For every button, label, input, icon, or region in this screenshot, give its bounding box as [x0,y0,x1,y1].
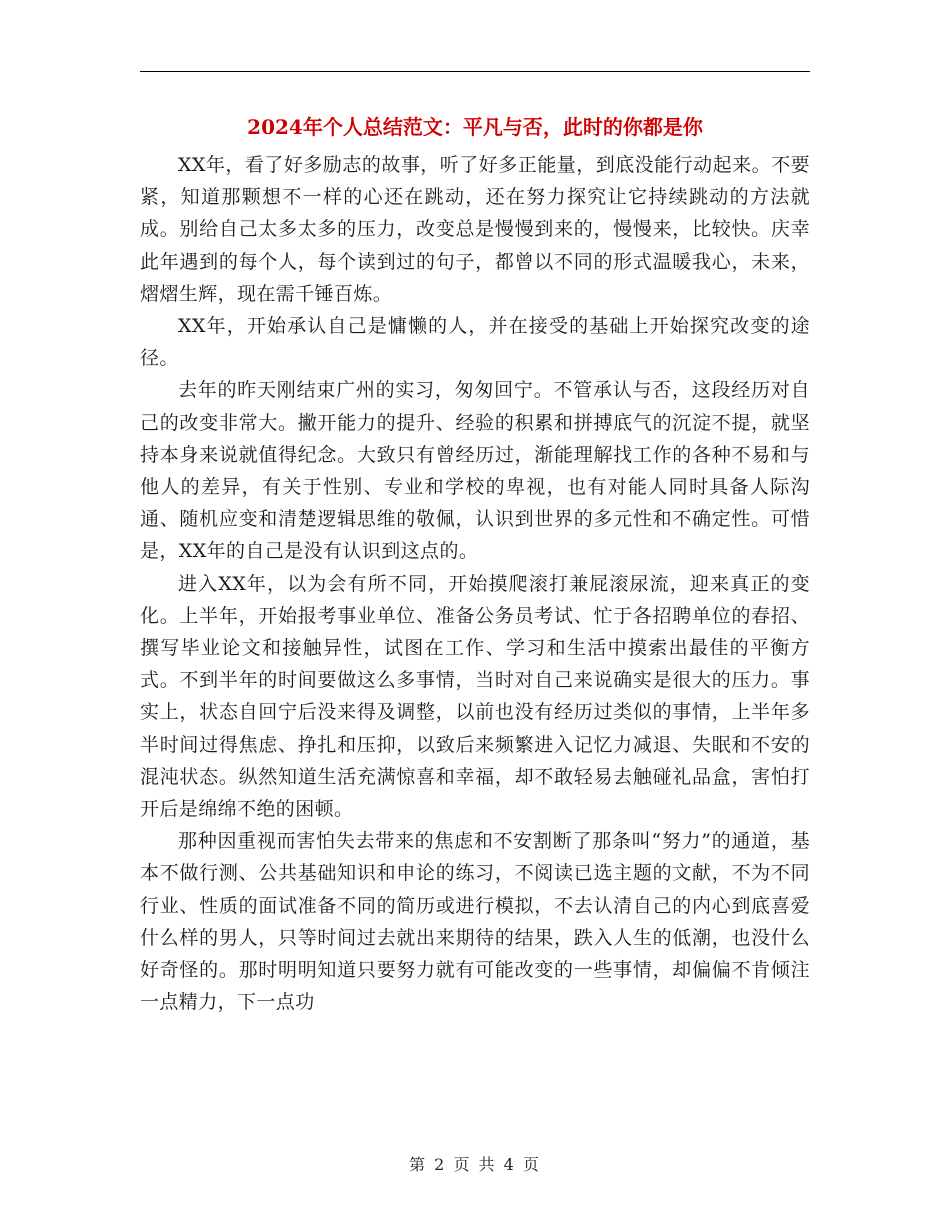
body-paragraph: 进入XX年，以为会有所不同，开始摸爬滚打兼屁滚尿流，迎来真正的变化。上半年，开始报考事业单位、准备公务员考试、忙于各招聘单位的春招、撰写毕业论文和接触异性，试图在工作、学习和生活中摸索出最佳的平衡方式。不到半年的时间要做这么多事情，当时对自己来说确实是很大的压力。事实上，状态自回宁后没来得及调整，以前也没有经历过类似的事情，上半年多半时间过得焦虑、挣扎和压抑，以致后来频繁进入记忆力减退、失眠和不安的混沌状态。纵然知道生活充满惊喜和幸福，却不敢轻易去触碰礼品盒，害怕打开后是绵绵不绝的困顿。 [140,572,810,821]
document-body [140,149,810,1018]
body-paragraph: XX年，开始承认自己是慵懒的人，并在接受的基础上开始探究改变的途径。 [140,315,810,370]
page-number: 第 2 页 共 4 页 [409,1155,541,1174]
body-paragraph: 去年的昨天刚结束广州的实习，匆匆回宁。不管承认与否，这段经历对自己的改变非常大。撇开能力的提升、经验的积累和拼搏底气的沉淀不提，就坚持本身来说就值得纪念。大致只有曾经历过，渐能理解找工作的各种不易和与他人的差异，有关于性别、专业和学校的卑视，也有对能人同时具备人际沟通、随机应变和清楚逻辑思维的敬佩，认识到世界的多元性和不确定性。可惜是，XX年的自己是没有认识到这点的。 [140,379,810,563]
body-paragraph: 那种因重视而害怕失去带来的焦虑和不安割断了那条叫“努力”的通道，基本不做行测、公共基础知识和申论的练习，不阅读已选主题的文献，不为不同行业、性质的面试准备不同的简历或进行模拟，不去认清自己的内心到底喜爱什么样的男人，只等时间过去就出来期待的结果，跌入人生的低潮，也没什么好奇怪的。那时明明知道只要努力就有可能改变的一些事情，却偏偏不肯倾注一点精力，下一点功 [140,830,810,1014]
document-title: 2024年个人总结范文：平凡与否，此时的你都是你 [247,115,703,139]
body-paragraph: XX年，看了好多励志的故事，听了好多正能量，到底没能行动起来。不要紧，知道那颗想不一样的心还在跳动，还在努力探究让它持续跳动的方法就成。别给自己太多太多的压力，改变总是慢慢到来的，慢慢来，比较快。庆幸此年遇到的每个人，每个读到过的句子，都曾以不同的形式温暖我心，未来，熠熠生辉，现在需千锤百炼。 [140,154,810,305]
header-rule [140,71,810,72]
